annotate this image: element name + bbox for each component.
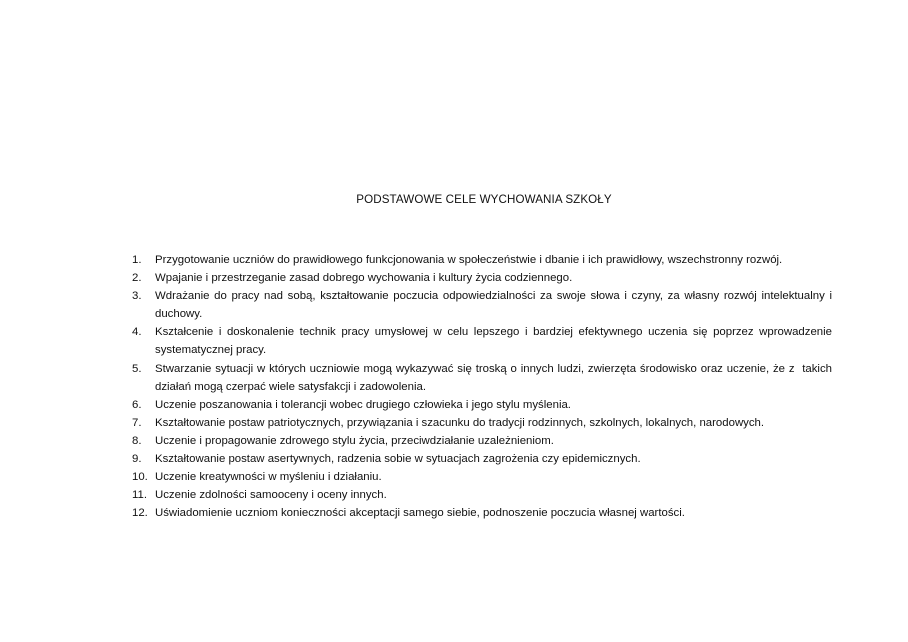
list-item-text: Stwarzanie sytuacji w których uczniowie mogą wykazywać się troską o innych ludzi, zwierzęta środowisko oraz uczenie, że z takich działań mogą czerpać wiele satysfakcji i zadowolenia. [155,362,836,393]
list-item [132,396,832,414]
list-item-number: 12. [132,507,148,520]
goals-list [132,251,836,522]
list-item-text: Wpajanie i przestrzeganie zasad dobrego wychowania i kultury życia codziennego. [155,272,573,285]
list-item-number: 6. [132,398,142,411]
list-item-text: Przygotowanie uczniów do prawidłowego funkcjonowania w społeczeństwie i dbanie i ich prawidłowy, wszechstronny rozwój. [155,254,783,266]
document-title: PODSTAWOWE CELE WYCHOWANIA SZKOŁY [356,193,612,206]
list-item-text: Kształtowanie postaw patriotycznych, przywiązania i szacunku do tradycji rodzinnych, szkolnych, lokalnych, narodowych. [155,416,765,429]
list-item-number: 10. [132,471,148,484]
list-item-text: Uczenie kreatywności w myśleniu i działaniu. [155,471,382,484]
list-item [132,360,836,396]
list-item [132,414,832,432]
list-item-number: 5. [132,362,142,375]
list-item-text: Kształcenie i doskonalenie technik pracy umysłowej w celu lepszego i bardziej efektywnego uczenia się poprzez wprowadzenie systematycznej pracy. [155,326,836,357]
list-item [132,269,832,287]
list-item-number: 2. [132,272,142,285]
list-item [132,450,832,468]
list-item-text: Uczenie zdolności samooceny i oceny innych. [155,489,387,502]
list-item-number: 11. [132,489,147,502]
list-item [132,504,832,522]
list-item [132,486,832,504]
list-item [132,287,836,323]
list-item-text: Kształtowanie postaw asertywnych, radzenia sobie w sytuacjach zagrożenia czy epidemicznych. [155,453,641,466]
list-item [132,323,836,359]
list-item-number: 9. [132,453,142,466]
list-item-text: Uświadomienie uczniom konieczności akceptacji samego siebie, podnoszenie poczucia własnej wartości. [155,507,685,520]
list-item-number: 7. [132,416,142,429]
list-item-number: 3. [132,290,142,303]
list-item-number: 8. [132,434,142,447]
list-item-text: Wdrażanie do pracy nad sobą, kształtowanie poczucia odpowiedzialności za swoje słowa i czyny, za własny rozwój intelektualny i duchowy. [155,290,836,321]
list-item [132,468,832,486]
list-item-number: 4. [132,326,142,339]
list-item-text: Uczenie poszanowania i tolerancji wobec drugiego człowieka i jego stylu myślenia. [155,398,571,411]
list-item [132,251,832,269]
list-item [132,432,832,450]
list-item-text: Uczenie i propagowanie zdrowego stylu życia, przeciwdziałanie uzależnieniom. [155,434,554,447]
list-item-number: 1. [132,254,142,266]
